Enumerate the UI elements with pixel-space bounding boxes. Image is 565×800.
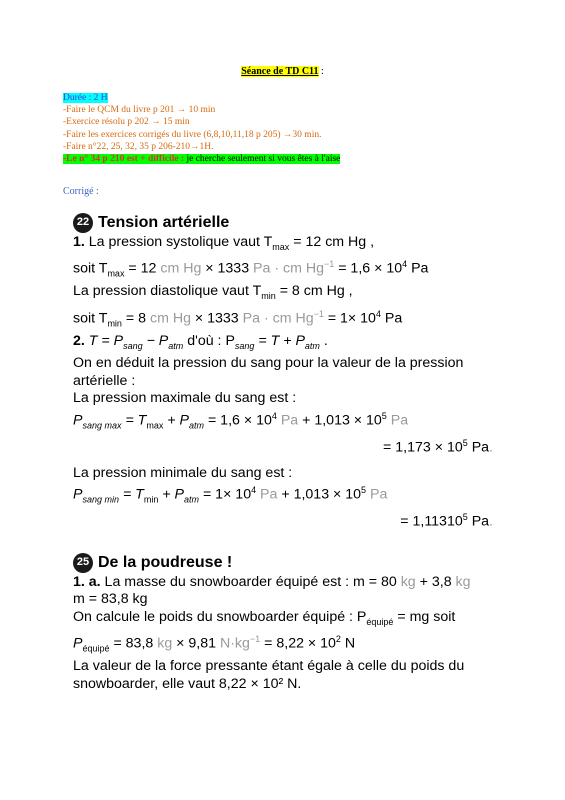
exercise-number-badge: 25	[73, 553, 93, 573]
exercise-number-badge: 22	[73, 213, 93, 233]
text-line: 1. a. La masse du snowboarder équipé est : m = 80 kg + 3,8 kg	[73, 573, 471, 590]
task-item: -Faire n°22, 25, 32, 35 p 206-210→1H.	[63, 141, 214, 152]
text-line: 1. La pression systolique vaut $T_{max} = 12$ cm Hg ,	[73, 234, 375, 252]
exercise-25-heading	[73, 552, 513, 574]
text-line: 2. $T = P_{sang} - P_{atm}$ d'où : $P_{sang} = T + P_{atm}$ .	[73, 332, 328, 351]
task-list	[63, 92, 340, 165]
task-item: -Exercice résolu p 202 → 15 min	[63, 117, 190, 128]
equation-result: = $1,11310^5$ Pa.	[400, 512, 493, 531]
text-paragraph: On en déduit la pression du sang pour la valeur de la pression artérielle :	[73, 355, 464, 389]
exercise-22-heading	[73, 212, 513, 234]
equation-line: $P_{sang min} = T_{min} + P_{atm} = 1\times 10^4$ $Pa + 1,013 \times 10^5$ Pa	[73, 485, 388, 505]
highlighted-task	[63, 154, 340, 164]
correction-content	[73, 212, 513, 693]
difficult-task: -Le n° 34 p 210 est + difficile :	[63, 154, 185, 165]
text-line: La pression minimale du sang est :	[73, 464, 293, 481]
text-line: soit $T_{max} = 12$ cm Hg × 1333 Pa · cm $Hg^{-1} = 1,6 \times 10^4$ Pa	[73, 259, 429, 279]
text-line: m = 83,8 kg	[73, 591, 148, 608]
task-item: -Faire le QCM du livre p 201 → 10 min	[63, 105, 216, 116]
text-line: La pression maximale du sang est :	[73, 390, 297, 407]
title-row	[0, 66, 565, 77]
equation-result: = $1,173 \times 10^5$ Pa.	[383, 437, 493, 456]
text-line: soit $T_{min} = 8$ cm Hg × 1333 Pa · cm $Hg^{-1} = 1\times 10^4$ Pa	[73, 308, 403, 329]
text-line: On calcule le poids du snowboarder équipé : $P_{équipé}$ = mg soit	[73, 608, 456, 627]
difficult-task-note: je cherche seulement si vous êtes à l'aise	[184, 154, 341, 165]
text-line: La pression diastolique vaut $T_{min} = 8$ cm Hg ,	[73, 283, 353, 302]
exercise-title: De la poudreuse !	[98, 553, 233, 571]
equation-line: $P_{équipé} = 83,8$ kg × 9,81 $N\cdot kg^{-1} = 8,22 \times 10^2$ N	[73, 634, 356, 654]
corrige-label: Corrigé :	[63, 186, 99, 197]
session-title: Séance de TD C11	[241, 66, 319, 77]
duration: Durée : 2 H	[63, 93, 108, 103]
text-paragraph: La valeur de la force pressante étant égale à celle du poids du snowboarder, elle vaut 8,22 × 10² N.	[73, 658, 465, 692]
exercise-title: Tension artérielle	[98, 214, 230, 232]
title-suffix: :	[318, 66, 324, 77]
task-item: -Faire les exercices corrigés du livre (6,8,10,11,18 p 205) →30 min.	[63, 129, 322, 140]
equation-line: $P_{sang max} = T_{max} + P_{atm} = 1,6 \times 10^4$ $Pa + 1,013 \times 10^5$ Pa	[73, 410, 409, 431]
